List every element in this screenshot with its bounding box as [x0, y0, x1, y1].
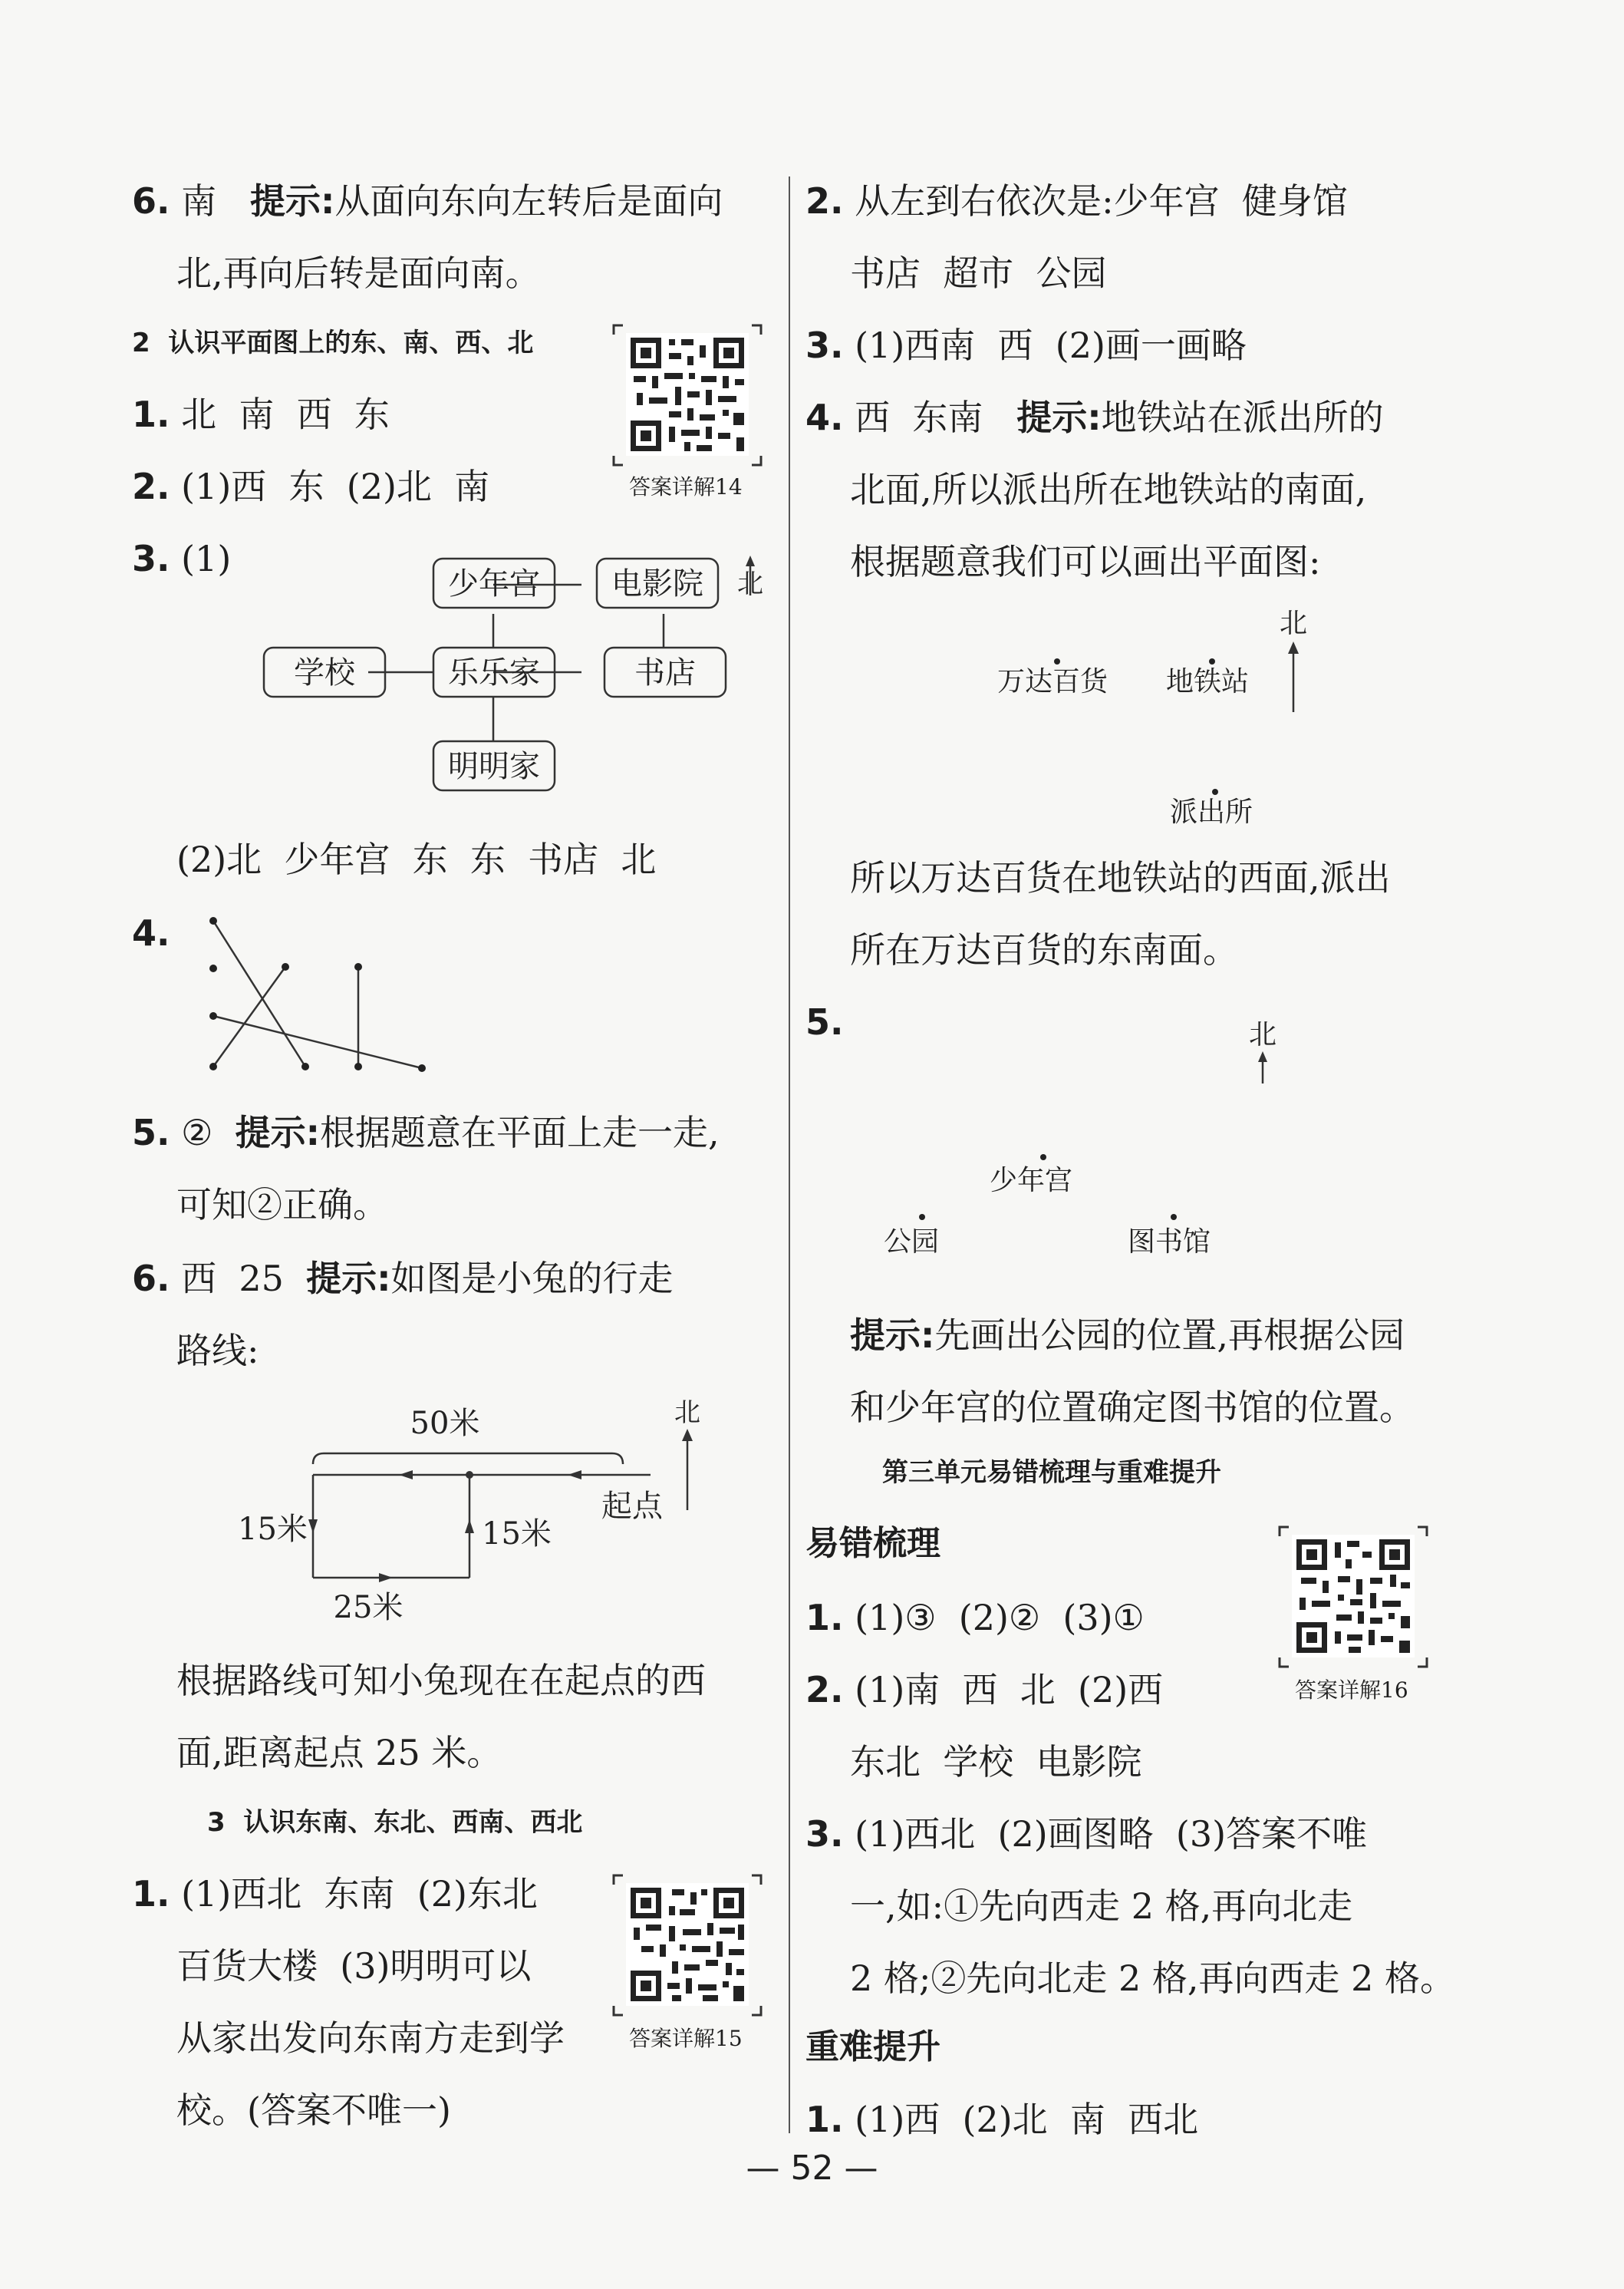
- s3-q1-line3: 从家出发向东南方走到学: [176, 2017, 565, 2059]
- right-q4-line3: 根据题意我们可以画出平面图:: [850, 541, 1321, 582]
- answer: (1)西北 (2)画图略 (3)答案不唯: [855, 1813, 1368, 1855]
- yicuo-q3-line1: [805, 1811, 1367, 1857]
- hint-text: 从面向东向左转后是面向: [334, 180, 723, 222]
- page-number: — 52 —: [746, 2149, 878, 2188]
- q-number: 2.: [805, 180, 844, 222]
- s3-q1-line2: 百货大楼 (3)明明可以: [176, 1945, 532, 1987]
- map-label: 少年宫: [448, 566, 540, 602]
- map-label: 书店: [634, 655, 696, 691]
- s2-q3-part1: [132, 536, 231, 582]
- left-q6-line1: [132, 178, 723, 224]
- answer: 西 东南: [855, 397, 983, 438]
- column-divider: [789, 176, 790, 2133]
- hint-label: 提示:: [850, 1314, 935, 1356]
- north-label: 北: [1248, 1019, 1277, 1050]
- qr-caption: 答案详解16: [1295, 1677, 1408, 1703]
- q-number: 2.: [132, 466, 170, 507]
- q-number: 3.: [805, 1813, 844, 1855]
- q-number: 6.: [132, 180, 170, 222]
- map-label: 乐乐家: [448, 655, 540, 691]
- yicuo-q1: [805, 1595, 1145, 1641]
- right-q2-line2: 书店 超市 公园: [850, 252, 1107, 294]
- hint-text: 地铁站在派出所的: [1101, 397, 1384, 438]
- answer: (1)西 东 (2)北 南: [181, 466, 490, 507]
- right-q5-hint-line2: 和少年宫的位置确定图书馆的位置。: [850, 1387, 1415, 1428]
- q-number: 3.: [132, 538, 170, 579]
- line-drawing-diagram: [199, 905, 445, 1082]
- zhongnan-q1: [805, 2096, 1198, 2142]
- map-label: 少年宫: [990, 1165, 1073, 1196]
- section-title-2: 2 认识平面图上的东、南、西、北: [132, 328, 534, 358]
- north-label: 北: [737, 569, 763, 599]
- qr-code-icon: [611, 322, 764, 468]
- qr-caption: 答案详解14: [629, 474, 743, 500]
- answer: (1)西 (2)北 南 西北: [855, 2099, 1199, 2140]
- hint-text: 先画出公园的位置,再根据公园: [934, 1314, 1405, 1356]
- map-label: 派出所: [1170, 797, 1253, 828]
- hint-label: 提示:: [235, 1112, 321, 1153]
- hint-label: 提示:: [306, 1258, 391, 1299]
- q-number: 2.: [805, 1669, 844, 1710]
- subsection-title-zhongnan: 重难提升: [805, 2027, 940, 2066]
- left-q6-line2: 北,再向后转是面向南。: [176, 252, 541, 294]
- distance-label: 15米: [482, 1516, 552, 1552]
- answer: (1)西北 东南 (2)东北: [181, 1873, 538, 1915]
- start-label: 起点: [601, 1489, 663, 1524]
- map-label: 地铁站: [1166, 666, 1250, 698]
- hint-text: 如图是小兔的行走: [390, 1258, 674, 1299]
- right-q4-line4: 所以万达百货在地铁站的西面,派出: [850, 857, 1391, 899]
- s2-q1: [132, 391, 390, 437]
- route-diagram: [230, 1390, 721, 1621]
- map-label: 图书馆: [1128, 1226, 1211, 1258]
- q-number: 1.: [805, 2099, 844, 2140]
- right-q5: [805, 999, 843, 1045]
- s2-q4: [132, 910, 170, 956]
- answer: (1): [181, 538, 232, 579]
- s2-q5-line2: 可知②正确。: [176, 1184, 388, 1225]
- answer: 从左到右依次是:少年宫 健身馆: [855, 180, 1348, 222]
- q-number: 3.: [805, 325, 844, 366]
- answer: ②: [181, 1112, 213, 1153]
- q-number: 4.: [805, 397, 844, 438]
- s2-q6-line3: 根据路线可知小兔现在在起点的西: [176, 1660, 706, 1701]
- yicuo-q3-line3: 2 格;②先向北走 2 格,再向西走 2 格。: [850, 1958, 1456, 1999]
- north-label: 北: [1279, 608, 1308, 639]
- s2-q6-line4: 面,距离起点 25 米。: [176, 1732, 502, 1773]
- distance-label: 15米: [238, 1512, 308, 1547]
- answer: (1)③ (2)② (3)①: [855, 1597, 1145, 1638]
- plan-map-diagram: [253, 546, 775, 807]
- subsection-title-yicuo: 易错梳理: [805, 1524, 940, 1563]
- map-label: 万达百货: [997, 666, 1108, 698]
- q-number: 1.: [132, 1873, 170, 1915]
- s3-q1-line1: [132, 1871, 538, 1917]
- q-number: 5.: [805, 1001, 844, 1043]
- north-arrow-icon: [1288, 642, 1299, 654]
- q-number: 6.: [132, 1258, 170, 1299]
- north-label: 北: [674, 1397, 700, 1428]
- q-number: 4.: [132, 912, 170, 954]
- distance-label: 25米: [333, 1590, 404, 1621]
- answer: 北 南 西 东: [181, 394, 390, 435]
- map-label: 明明家: [448, 749, 540, 784]
- q-number: 1.: [805, 1597, 844, 1638]
- right-q4-line1: [805, 394, 1384, 440]
- unit-title: 第三单元易错梳理与重难提升: [882, 1457, 1221, 1488]
- q-number: 5.: [132, 1112, 170, 1153]
- qr-code-icon: [1276, 1524, 1430, 1670]
- north-arrow-icon: [746, 556, 755, 566]
- s2-q2: [132, 463, 489, 510]
- north-arrow-icon: [682, 1429, 693, 1441]
- right-q5-hint-line1: [850, 1312, 1405, 1358]
- s2-q6-line2: 路线:: [176, 1330, 259, 1371]
- section-title-3: 3 认识东南、东北、西南、西北: [207, 1807, 583, 1838]
- right-q3: [805, 322, 1247, 368]
- map-label: 电影院: [611, 566, 703, 602]
- distance-label: 50米: [410, 1406, 480, 1441]
- s2-q6-line1: [132, 1255, 674, 1301]
- answer: 西 25: [181, 1258, 284, 1299]
- s3-q1-line4: 校。(答案不唯一): [176, 2089, 451, 2131]
- right-q4-line2: 北面,所以派出所在地铁站的南面,: [850, 469, 1367, 510]
- yicuo-q2-line1: [805, 1667, 1163, 1713]
- yicuo-q2-line2: 东北 学校 电影院: [850, 1741, 1142, 1783]
- qr-caption: 答案详解15: [629, 2026, 743, 2051]
- q-number: 1.: [132, 394, 170, 435]
- answer: 南: [181, 180, 217, 222]
- answer: (1)南 西 北 (2)西: [855, 1669, 1164, 1710]
- map-label: 公园: [884, 1226, 940, 1258]
- right-q2-line1: [805, 178, 1348, 224]
- hint-label: 提示:: [249, 180, 335, 222]
- right-q4-line5: 所在万达百货的东南面。: [850, 929, 1238, 971]
- s2-q5-line1: [132, 1110, 720, 1156]
- north-arrow-icon: [1258, 1051, 1267, 1062]
- plan-map-q5: [875, 1013, 1304, 1274]
- s2-q3-part2: (2)北 少年宫 东 东 书店 北: [176, 839, 657, 880]
- map-label: 学校: [294, 655, 355, 691]
- hint-text: 根据题意在平面上走一走,: [320, 1112, 720, 1153]
- qr-code-icon: [611, 1872, 764, 2018]
- hint-label: 提示:: [1016, 397, 1102, 438]
- plan-map-q4: [982, 603, 1335, 833]
- yicuo-q3-line2: 一,如:①先向西走 2 格,再向北走: [850, 1885, 1353, 1927]
- answer: (1)西南 西 (2)画一画略: [855, 325, 1247, 366]
